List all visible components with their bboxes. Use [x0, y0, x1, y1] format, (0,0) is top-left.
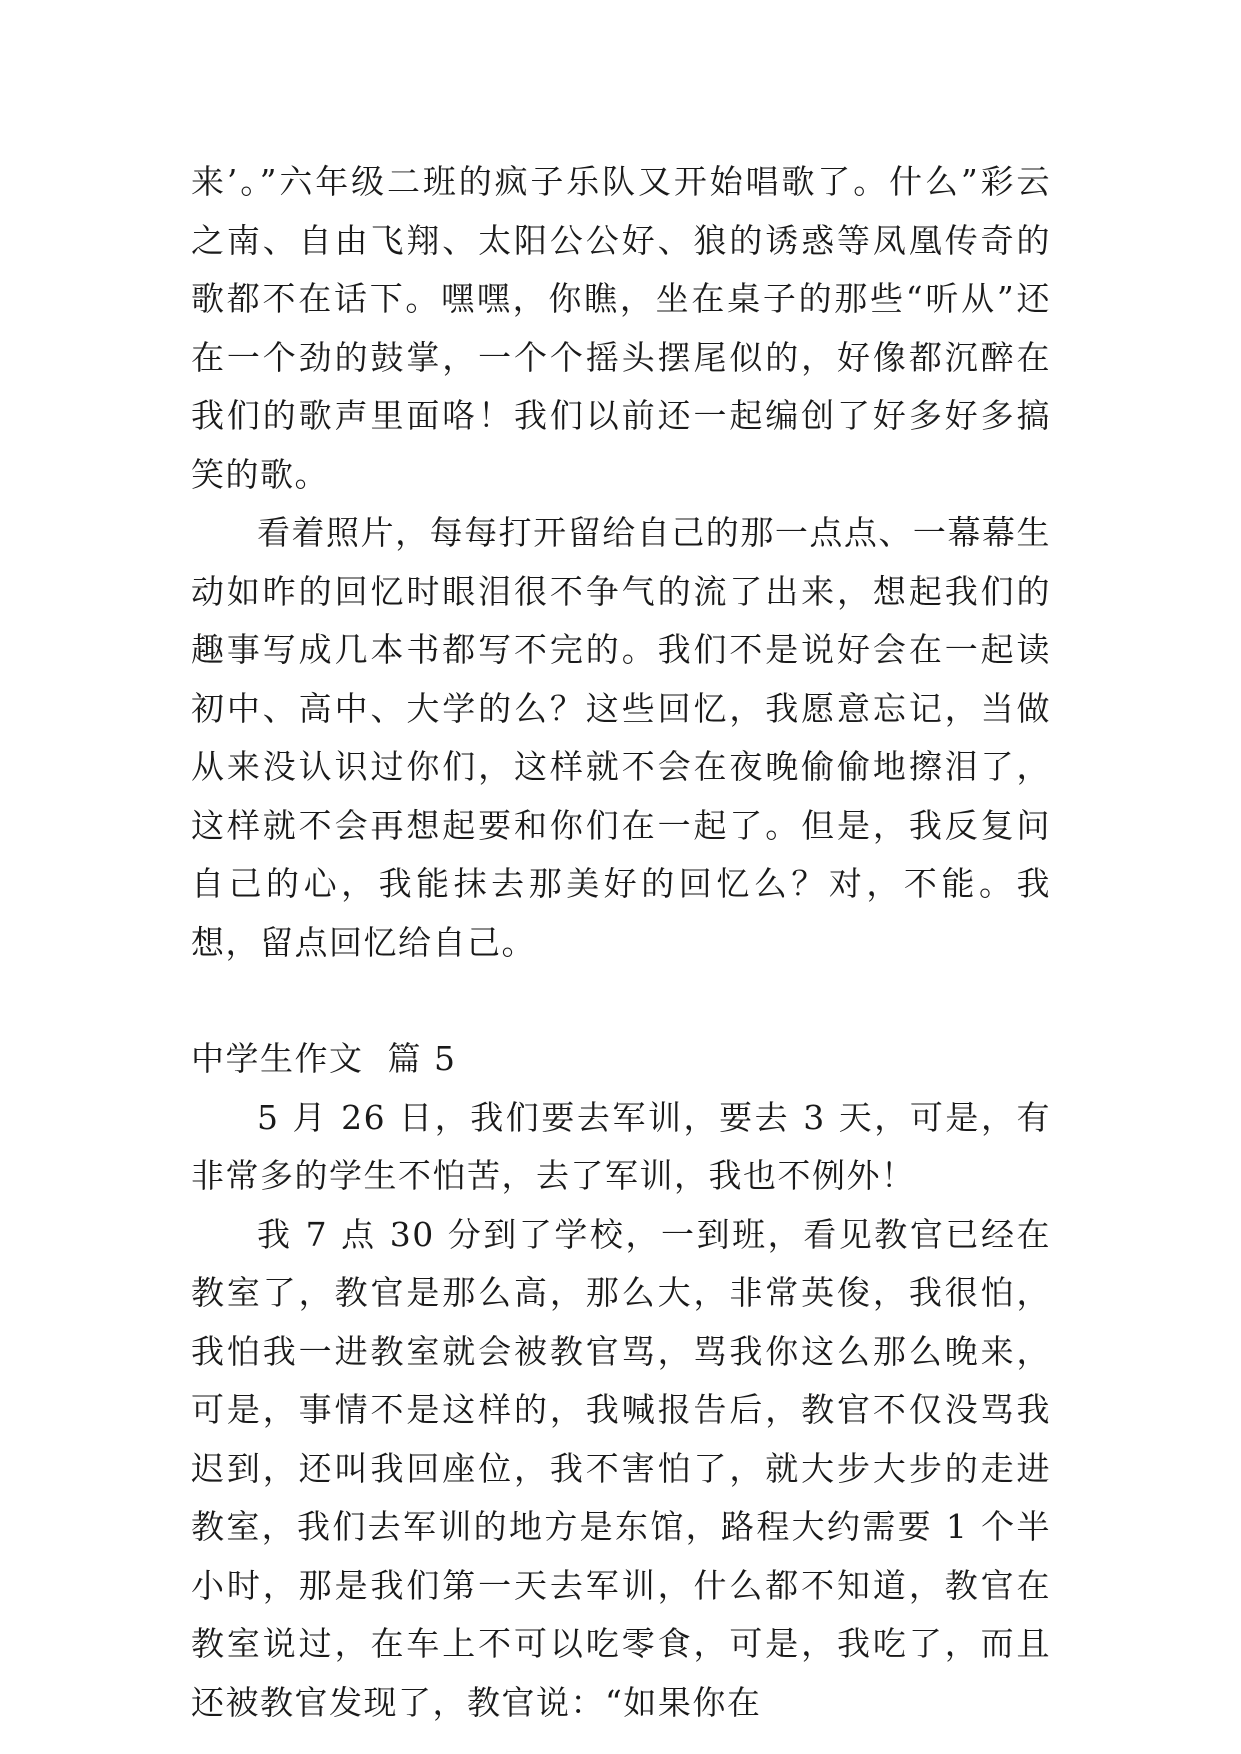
paragraph-military-training-intro: 5 月 26 日，我们要去军训，要去 3 天，可是，有非常多的学生不怕苦，去了军训，我也不例外！: [191, 1097, 1051, 1195]
article-body: [191, 153, 1051, 1732]
paragraph-continued: 来’。”六年级二班的疯子乐队又开始唱歌了。什么”彩云之南、自由飞翔、太阳公公好、狼的诱惑等凤凰传奇的歌都不在话下。嘿嘿，你瞧，坐在桌子的那些“听从”还在一个劲的鼓掌，一个个摇头摆尾似的，好像都沉醉在我们的歌声里面咯！我们以前还一起编创了好多好多搞笑的歌。: [191, 162, 1051, 494]
paragraph-arrival-at-school: 我 7 点 30 分到了学校，一到班，看见教官已经在教室了，教官是那么高，那么大，非常英俊，我很怕，我怕我一进教室就会被教官骂，骂我你这么那么晚来，可是，事情不是这样的，我喊报告后，教官不仅没骂我迟到，还叫我回座位，我不害怕了，就大步大步的走进教室，我们去军训的地方是东馆，路程大约需要 1 个半小时，那是我们第一天去军训，什么都不知道，教官在教室说过，在车上不可以吃零食，可是，我吃了，而且还被教官发现了，教官说：“如果你在: [191, 1214, 1051, 1722]
section-gap: [191, 972, 1051, 1030]
section-heading: 中学生作文 篇 5: [191, 1039, 457, 1078]
paragraph-photos-memories: 看着照片，每每打开留给自己的那一点点、一幕幕生动如昨的回忆时眼泪很不争气的流了出来，想起我们的趣事写成几本书都写不完的。我们不是说好会在一起读初中、高中、大学的么？这些回忆，我愿意忘记，当做从来没认识过你们，这样就不会在夜晚偷偷地擦泪了，这样就不会再想起要和你们在一起了。但是，我反复问自己的心，我能抹去那美好的回忆么？对，不能。我想，留点回忆给自己。: [191, 513, 1051, 962]
